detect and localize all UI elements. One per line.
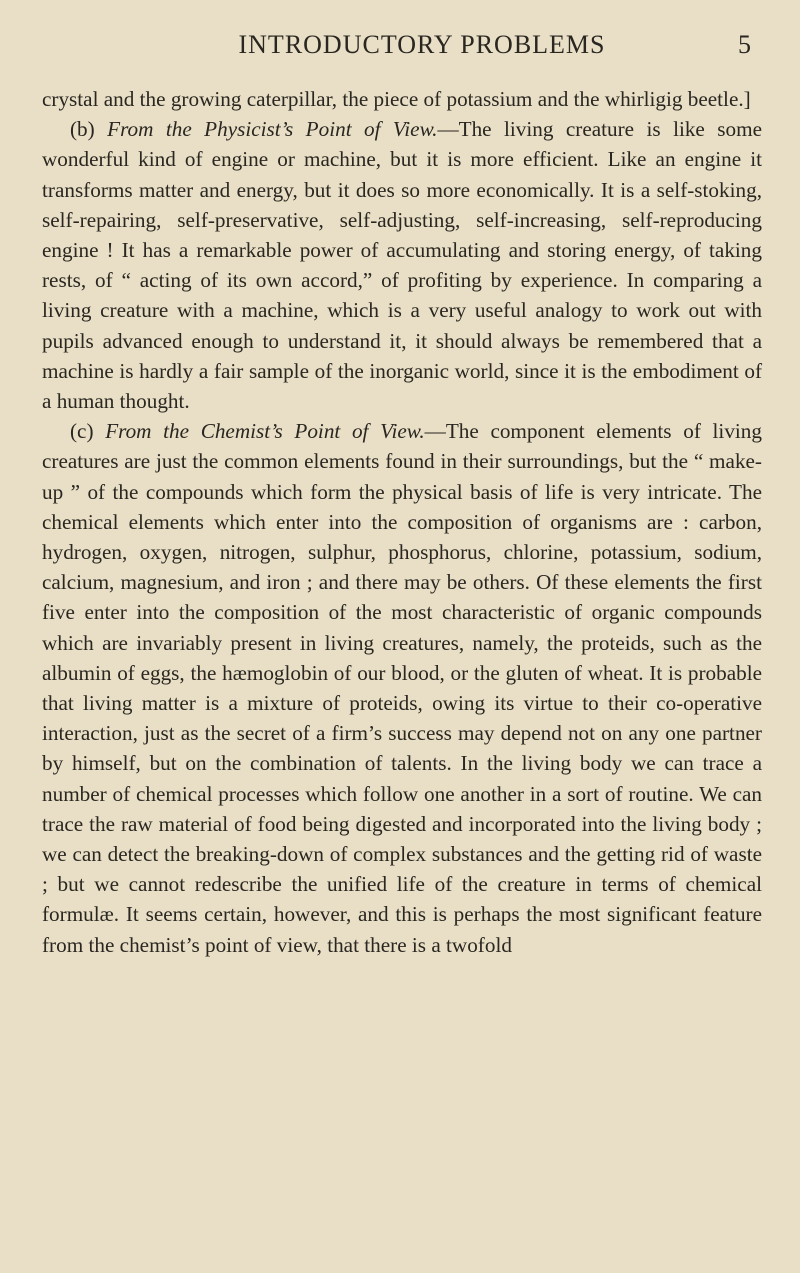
- paragraph-label: (b): [70, 117, 108, 142]
- paragraph-label: (c): [70, 419, 106, 444]
- page-number: 5: [738, 30, 752, 59]
- paragraph-heading: From the Chemist’s Point of View.: [105, 419, 425, 444]
- paragraph-heading: From the Physicist’s Point of View.: [107, 117, 438, 142]
- paragraph-physicist: [42, 114, 762, 416]
- paragraph-text: crystal and the growing caterpillar, the piece of potassium and the whirligig beetle.]: [42, 87, 751, 111]
- paragraph-continuation: [42, 84, 762, 114]
- paragraph-text: —The living creature is like some wonderful kind of engine or machine, but it is more efficient. Like an engine it transforms matter and energy, but it does so more economically. It is a self-stoking, self-repairing, self-preservative, self-adjusting, self-increasing, self-reproducing engine ! It has a remarkable power of accumulating and storing energy, of taking rests, of “ acting of its own accord,” of profiting by experience. In comparing a living creature with a machine, which is a very useful analogy to work out with pupils advanced enough to understand it, it should always be remembered that a machine is hardly a fair sample of the inorganic world, since it is the embodiment of a human thought.: [42, 117, 762, 414]
- body-text: [42, 84, 762, 960]
- paragraph-chemist: [42, 416, 762, 960]
- running-head: [42, 30, 762, 70]
- paragraph-text: —The component elements of living creatures are just the common elements found in their surroundings, but the “ make-up ” of the compounds which form the physical basis of life is very intricate. The chemical elements which enter into the composition of organisms are : carbon, hydrogen, oxygen, nitrogen, sulphur, phosphorus, chlorine, potassium, sodium, calcium, magnesium, and iron ; and there may be others. Of these elements the first five enter into the composition of the most characteristic of organic compounds which are invariably present in living creatures, namely, the proteids, such as the albumin of eggs, the hæmoglobin of our blood, or the gluten of wheat. It is probable that living matter is a mixture of proteids, owing its virtue to their co-operative interaction, just as the secret of a firm’s success may depend not on any one partner by himself, but on the combination of talents. In the living body we can trace a number of chemical processes which follow one another in a sort of routine. We can trace the raw material of food being digested and incorporated into the living body ; we can detect the breaking-down of complex substances and the getting rid of waste ; but we cannot redescribe the unified life of the creature in terms of chemical formulæ. It seems certain, however, and this is perhaps the most significant feature from the chemist’s point of view, that there is a twofold: [42, 419, 762, 957]
- running-head-title: INTRODUCTORY PROBLEMS: [238, 30, 606, 59]
